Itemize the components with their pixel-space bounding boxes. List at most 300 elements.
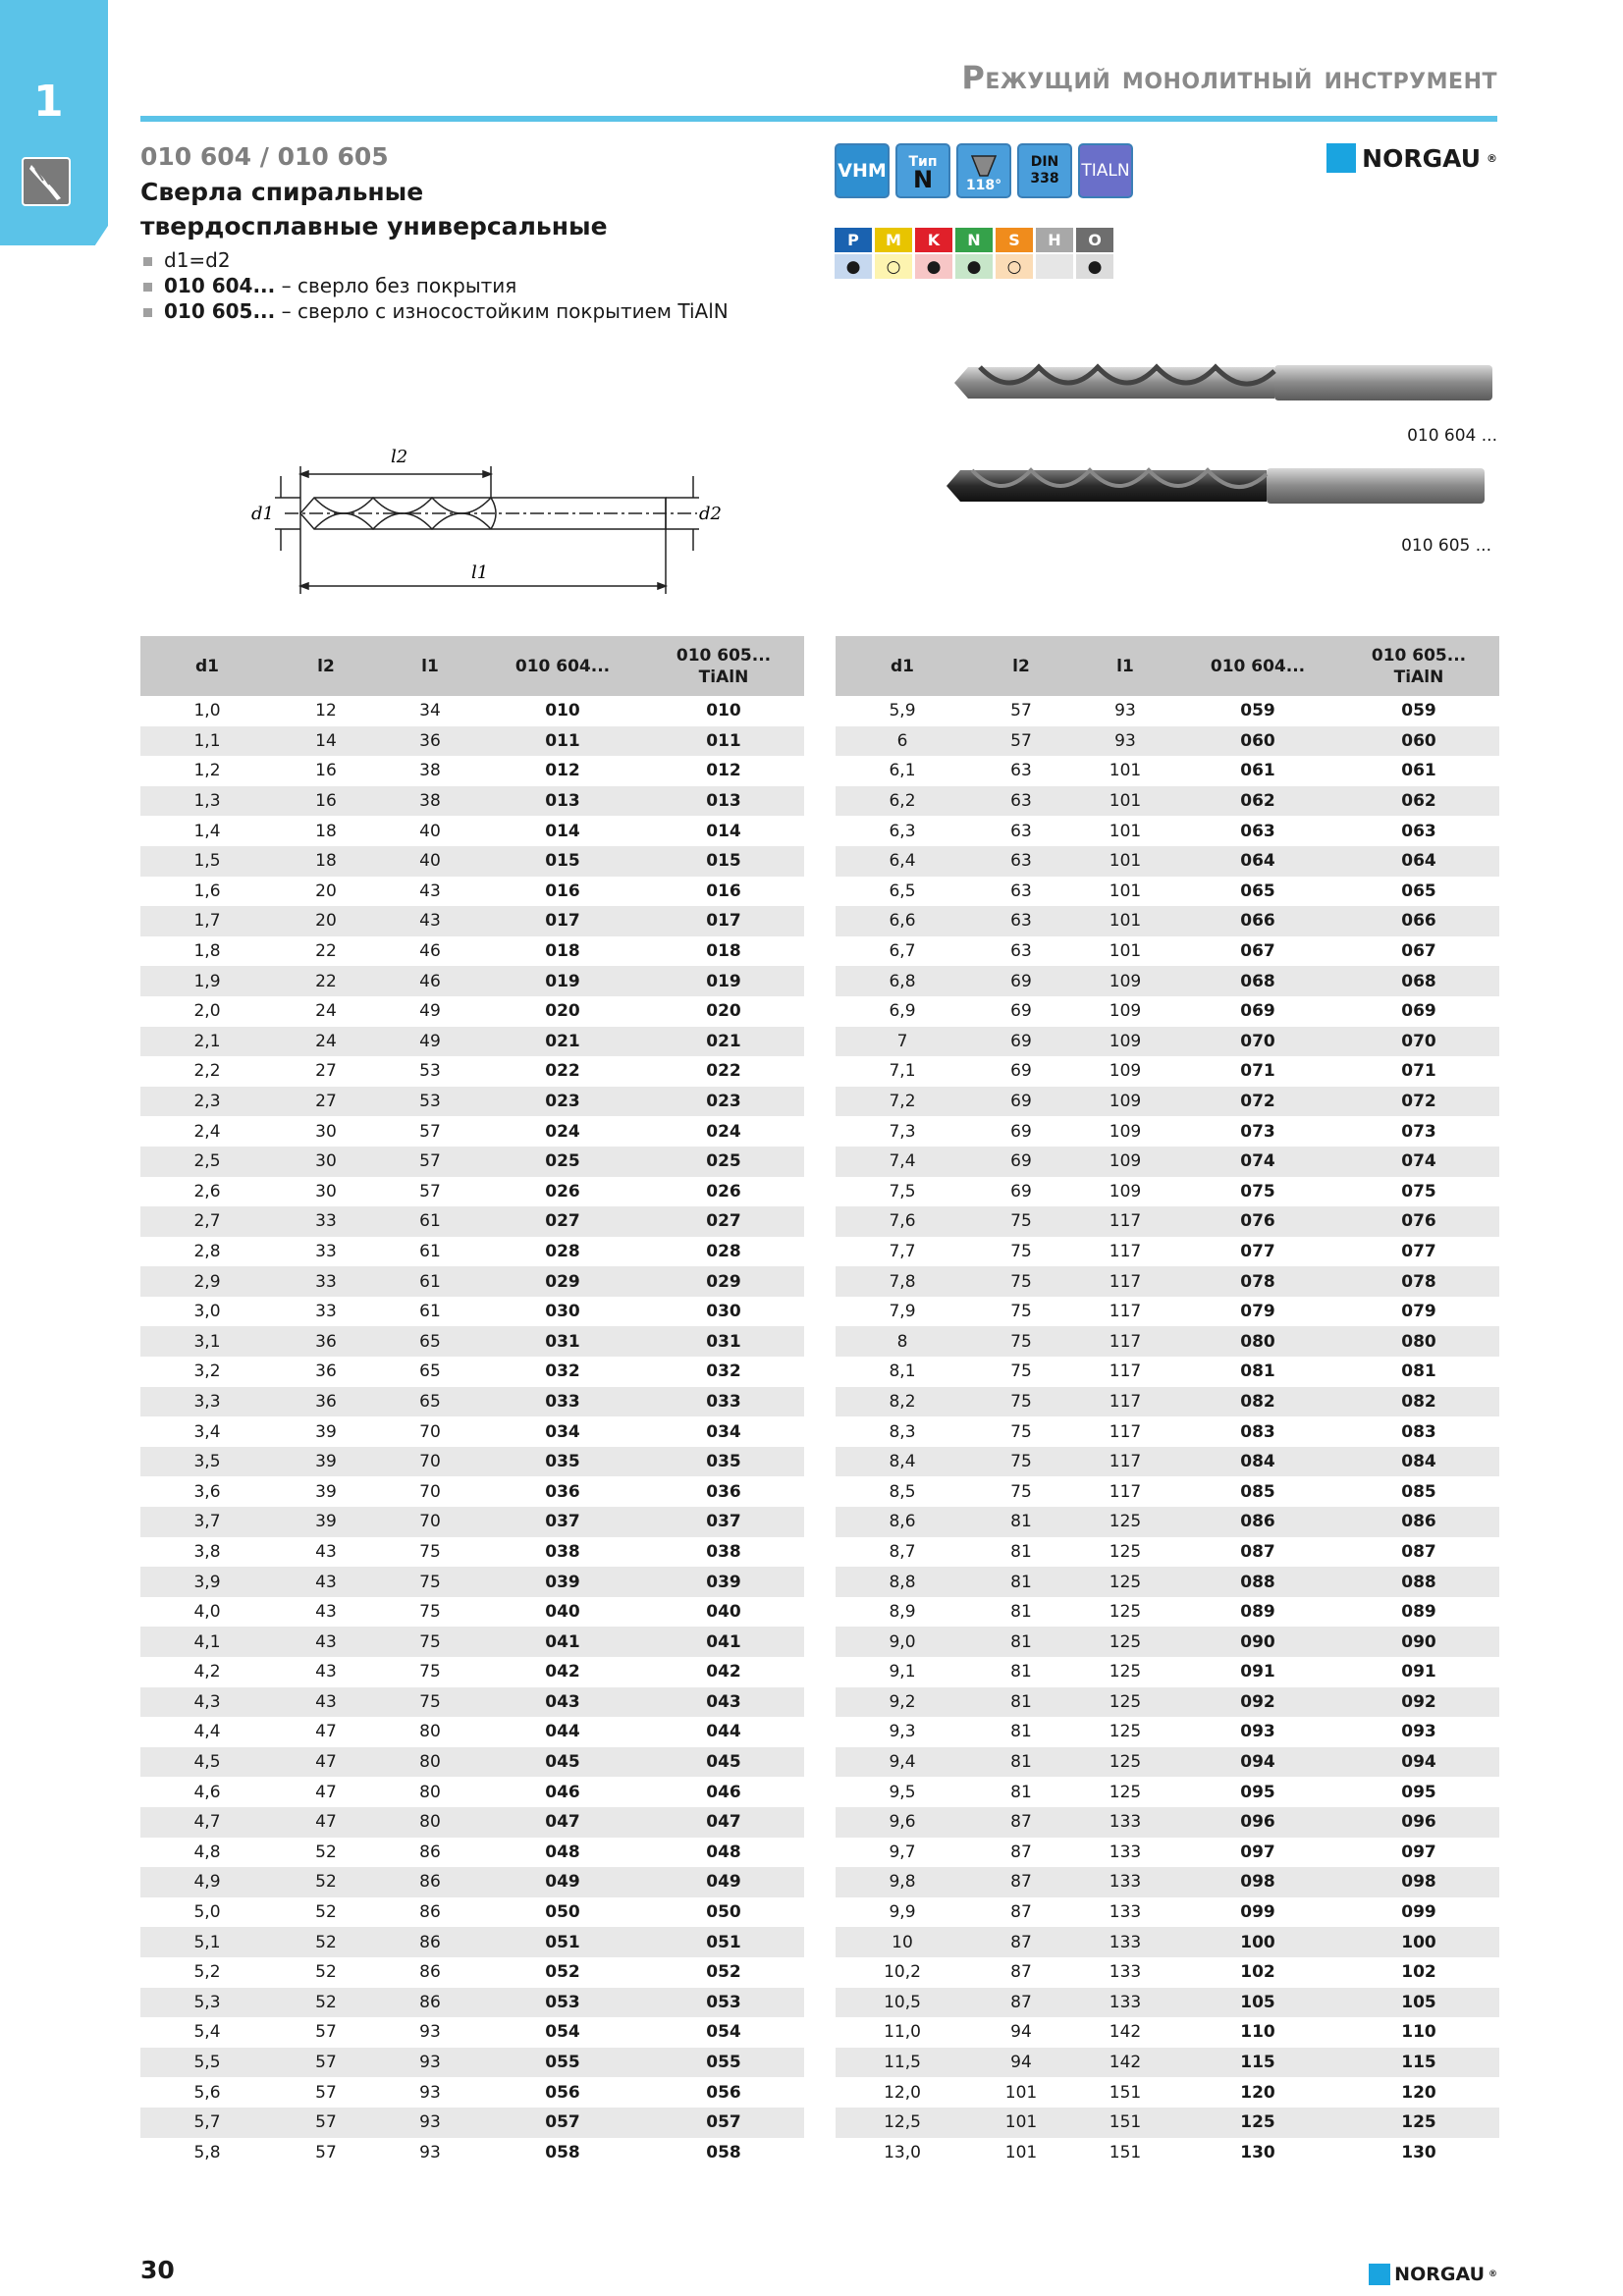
- cell-010605: 049: [643, 1867, 804, 1897]
- table-row: [836, 1087, 1499, 1117]
- table-row: [140, 1447, 804, 1477]
- cell-l1: 117: [1109, 1481, 1142, 1502]
- cell-d1: 12,5: [836, 2108, 969, 2138]
- svg-text:l1: l1: [471, 562, 489, 583]
- table-row: [836, 1297, 1499, 1327]
- cell-d1: 9,5: [889, 1782, 916, 1802]
- cell-l1: 117: [1073, 1206, 1177, 1237]
- cell-l2: 47: [315, 1722, 337, 1742]
- cell-l1: 43: [419, 881, 441, 901]
- table-row: [140, 1567, 804, 1597]
- cell-010604: 069: [1240, 1001, 1275, 1022]
- table-row: [140, 816, 804, 846]
- cell-l1: 133: [1073, 1867, 1177, 1897]
- cell-l2: 20: [274, 906, 378, 936]
- cell-010604: 096: [1177, 1807, 1338, 1838]
- table-row: [140, 1147, 804, 1177]
- table-row: [836, 2108, 1499, 2138]
- cell-l1: 53: [419, 1061, 441, 1082]
- drill-uncoated-image: [950, 359, 1496, 406]
- cell-l1: 109: [1109, 1181, 1142, 1201]
- table-row: [836, 726, 1499, 757]
- cell-010604: 098: [1177, 1867, 1338, 1897]
- cell-010605: 069: [1401, 1001, 1436, 1022]
- table-header-row: [140, 636, 804, 696]
- cell-d1: 8: [836, 1326, 969, 1357]
- cell-l1: 80: [378, 1747, 482, 1778]
- table-row: [836, 1027, 1499, 1057]
- cell-010605: 096: [1338, 1807, 1499, 1838]
- cell-010604: 024: [545, 1121, 580, 1142]
- cell-010605: 048: [706, 1842, 741, 1862]
- table-row: [140, 1507, 804, 1537]
- table-row: [836, 1627, 1499, 1657]
- cell-010604: 071: [1240, 1061, 1275, 1082]
- cell-010604: 074: [1177, 1147, 1338, 1177]
- image-caption: 010 605 ...: [1401, 536, 1491, 556]
- suitability-mark: ●: [955, 254, 993, 279]
- cell-d1: 13,0: [884, 2142, 921, 2163]
- table-row: [140, 1416, 804, 1447]
- cell-d1: 5,1: [140, 1927, 274, 1957]
- table-row: [140, 2138, 804, 2168]
- cell-010605: 045: [643, 1747, 804, 1778]
- cell-l2: 57: [315, 2022, 337, 2043]
- cell-l2: 57: [1010, 701, 1032, 721]
- cell-010605: 082: [1338, 1387, 1499, 1417]
- cell-d1: 8,2: [836, 1387, 969, 1417]
- cell-d1: 1,5: [140, 846, 274, 877]
- cell-010605: 023: [643, 1087, 804, 1117]
- cell-d1: 4,1: [140, 1627, 274, 1657]
- cell-l1: 86: [419, 1962, 441, 1983]
- cell-l1: 65: [378, 1326, 482, 1357]
- cell-l1: 86: [378, 1927, 482, 1957]
- cell-d1: 9,2: [836, 1687, 969, 1718]
- cell-d1: 10: [836, 1927, 969, 1957]
- cell-l2: 18: [274, 846, 378, 877]
- cell-l2: 33: [315, 1241, 337, 1261]
- cell-l1: 86: [419, 1842, 441, 1862]
- cell-010604: 095: [1240, 1782, 1275, 1802]
- cell-d1: 2,2: [193, 1061, 221, 1082]
- cell-010605: 062: [1338, 786, 1499, 817]
- cell-010604: 082: [1177, 1387, 1338, 1417]
- cell-l2: 16: [274, 786, 378, 817]
- table-row: [140, 2048, 804, 2078]
- cell-d1: 6,1: [889, 761, 916, 781]
- cell-010604: 068: [1177, 966, 1338, 996]
- cell-l1: 101: [1109, 761, 1142, 781]
- cell-l2: 43: [315, 1541, 337, 1562]
- cell-010604: 086: [1177, 1507, 1338, 1537]
- table-row: [836, 786, 1499, 817]
- cell-010604: 075: [1240, 1181, 1275, 1201]
- cell-010605: 022: [706, 1061, 741, 1082]
- brand-square-icon: [1369, 2264, 1390, 2285]
- cell-d1: 3,0: [193, 1302, 221, 1322]
- cell-010604: 081: [1240, 1362, 1275, 1382]
- suitability-mark: ●: [915, 254, 952, 279]
- cell-010604: 023: [482, 1087, 643, 1117]
- cell-010605: 016: [706, 881, 741, 901]
- cell-010604: 031: [482, 1326, 643, 1357]
- cell-010604: 037: [482, 1507, 643, 1537]
- cell-010604: 021: [482, 1027, 643, 1057]
- cell-d1: 10,5: [836, 1988, 969, 2018]
- cell-010604: 099: [1240, 1902, 1275, 1923]
- drill-schematic: [245, 437, 722, 604]
- cell-l1: 75: [419, 1662, 441, 1682]
- table-row: [140, 1988, 804, 2018]
- table-row: [836, 1387, 1499, 1417]
- cell-010604: 050: [545, 1902, 580, 1923]
- cell-l1: 80: [419, 1722, 441, 1742]
- cell-010604: 028: [545, 1241, 580, 1261]
- cell-010605: 015: [643, 846, 804, 877]
- cell-d1: 5,7: [140, 2108, 274, 2138]
- table-row: [140, 1747, 804, 1778]
- cell-d1: 3,2: [193, 1362, 221, 1382]
- cell-l1: 86: [378, 1867, 482, 1897]
- cell-d1: 3,4: [193, 1421, 221, 1442]
- cell-010604: 034: [545, 1421, 580, 1442]
- cell-l2: 57: [274, 2048, 378, 2078]
- cell-l1: 65: [419, 1362, 441, 1382]
- cell-010604: 032: [545, 1362, 580, 1382]
- cell-l2: 39: [274, 1447, 378, 1477]
- table-row: [836, 1537, 1499, 1568]
- cell-l1: 93: [1073, 726, 1177, 757]
- table-row: [140, 1657, 804, 1687]
- coating-badge: TIALN: [1078, 143, 1133, 198]
- cell-d1: 1,4: [193, 821, 221, 841]
- cell-d1: 7,6: [836, 1206, 969, 1237]
- cell-d1: 8,1: [889, 1362, 916, 1382]
- table-row: [140, 2017, 804, 2048]
- cell-l1: 61: [378, 1206, 482, 1237]
- material-letter: K: [915, 228, 952, 252]
- cell-l1: 125: [1073, 1687, 1177, 1718]
- cell-l1: 117: [1073, 1326, 1177, 1357]
- cell-l1: 75: [419, 1602, 441, 1623]
- table-row: [140, 1867, 804, 1897]
- cell-010605: 043: [643, 1687, 804, 1718]
- cell-l1: 109: [1109, 1121, 1142, 1142]
- cell-l2: 18: [315, 821, 337, 841]
- cell-l1: 117: [1109, 1421, 1142, 1442]
- material-group-h: [1036, 228, 1073, 279]
- cell-l1: 109: [1073, 966, 1177, 996]
- cell-d1: 7,8: [836, 1266, 969, 1297]
- cell-l1: 36: [378, 726, 482, 757]
- point-angle-badge: 118°: [956, 143, 1011, 198]
- table-row: [140, 1087, 804, 1117]
- cell-l1: 57: [419, 1121, 441, 1142]
- cell-d1: 3,3: [140, 1387, 274, 1417]
- cell-d1: 1,1: [140, 726, 274, 757]
- cell-l1: 93: [1114, 701, 1136, 721]
- cell-010604: 039: [482, 1567, 643, 1597]
- cell-l2: 69: [969, 1147, 1073, 1177]
- table-row: [836, 1687, 1499, 1718]
- cell-010605: 037: [643, 1507, 804, 1537]
- cell-010605: 120: [1401, 2082, 1436, 2103]
- table-row: [836, 756, 1499, 786]
- cell-d1: 6,5: [889, 881, 916, 901]
- table-row: [140, 877, 804, 907]
- cell-010605: 084: [1338, 1447, 1499, 1477]
- cell-l2: 75: [969, 1387, 1073, 1417]
- cell-010605: 027: [643, 1206, 804, 1237]
- cell-d1: 7,1: [889, 1061, 916, 1082]
- cell-010605: 074: [1338, 1147, 1499, 1177]
- cell-l2: 36: [274, 1387, 378, 1417]
- cell-d1: 4,3: [140, 1687, 274, 1718]
- cell-l2: 94: [1010, 2022, 1032, 2043]
- cell-010604: 073: [1240, 1121, 1275, 1142]
- cell-010604: 076: [1177, 1206, 1338, 1237]
- cell-l1: 125: [1109, 1541, 1142, 1562]
- cell-l2: 75: [969, 1447, 1073, 1477]
- cell-l1: 142: [1073, 2048, 1177, 2078]
- cell-010605: 067: [1401, 941, 1436, 962]
- cell-l1: 125: [1073, 1567, 1177, 1597]
- cell-010604: 042: [545, 1662, 580, 1682]
- cell-l1: 133: [1109, 1902, 1142, 1923]
- table-row: [836, 1447, 1499, 1477]
- cell-l2: 87: [1010, 1962, 1032, 1983]
- table-row: [836, 1807, 1499, 1838]
- cell-d1: 9,9: [889, 1902, 916, 1923]
- cell-l1: 133: [1073, 1807, 1177, 1838]
- cell-010604: 102: [1240, 1962, 1275, 1983]
- cell-010605: 077: [1401, 1241, 1436, 1261]
- feature-item: 010 604... – сверло без покрытия: [140, 273, 729, 298]
- material-group-n: [955, 228, 993, 279]
- col-d1: d1: [140, 636, 274, 696]
- din-badge: DIN 338: [1017, 143, 1072, 198]
- cell-010604: 091: [1240, 1662, 1275, 1682]
- cell-010604: 079: [1240, 1302, 1275, 1322]
- cell-010605: 075: [1401, 1181, 1436, 1201]
- cell-d1: 1,7: [140, 906, 274, 936]
- cell-l2: 87: [969, 1867, 1073, 1897]
- table-row: [140, 1807, 804, 1838]
- cell-l2: 69: [1010, 1181, 1032, 1201]
- col-l1: l1: [1073, 636, 1177, 696]
- cell-010605: 130: [1401, 2142, 1436, 2163]
- table-row: [140, 1927, 804, 1957]
- cell-l2: 69: [969, 1087, 1073, 1117]
- cell-l2: 75: [1010, 1241, 1032, 1261]
- cell-010604: 070: [1177, 1027, 1338, 1057]
- cell-010604: 057: [482, 2108, 643, 2138]
- cell-010605: 047: [643, 1807, 804, 1838]
- table-row: [140, 1627, 804, 1657]
- cell-010605: 066: [1338, 906, 1499, 936]
- cell-010604: 064: [1177, 846, 1338, 877]
- cell-l1: 109: [1073, 1147, 1177, 1177]
- cell-l2: 47: [274, 1747, 378, 1778]
- cell-l2: 75: [1010, 1302, 1032, 1322]
- cell-010605: 093: [1401, 1722, 1436, 1742]
- table-row: [140, 1537, 804, 1568]
- cell-l1: 117: [1073, 1266, 1177, 1297]
- cell-l2: 22: [274, 966, 378, 996]
- table-row: [140, 726, 804, 757]
- cell-d1: 6,9: [889, 1001, 916, 1022]
- cell-d1: 5,5: [140, 2048, 274, 2078]
- cell-d1: 9,8: [836, 1867, 969, 1897]
- chapter-number: 1: [33, 77, 64, 127]
- cell-l2: 30: [315, 1121, 337, 1142]
- cell-l1: 70: [378, 1447, 482, 1477]
- cell-010604: 049: [482, 1867, 643, 1897]
- table-row: [140, 2108, 804, 2138]
- cell-d1: 9,3: [889, 1722, 916, 1742]
- cell-010604: 087: [1240, 1541, 1275, 1562]
- cell-l2: 43: [315, 1662, 337, 1682]
- table-row: [836, 1927, 1499, 1957]
- cell-l2: 63: [1010, 761, 1032, 781]
- cell-l1: 101: [1109, 881, 1142, 901]
- cell-010604: 078: [1177, 1266, 1338, 1297]
- cell-010604: 038: [545, 1541, 580, 1562]
- cell-l1: 117: [1109, 1362, 1142, 1382]
- cell-d1: 3,7: [140, 1507, 274, 1537]
- cell-l2: 39: [315, 1481, 337, 1502]
- cell-d1: 9,1: [889, 1662, 916, 1682]
- table-row: [140, 1297, 804, 1327]
- table-row: [836, 1597, 1499, 1628]
- cell-010605: 033: [643, 1387, 804, 1417]
- cell-l2: 24: [274, 1027, 378, 1057]
- cell-l1: 49: [419, 1001, 441, 1022]
- cell-010605: 110: [1401, 2022, 1436, 2043]
- cell-010605: 032: [706, 1362, 741, 1382]
- cell-010605: 030: [706, 1302, 741, 1322]
- cell-010605: 091: [1401, 1662, 1436, 1682]
- cell-010605: 087: [1401, 1541, 1436, 1562]
- cell-010605: 012: [706, 761, 741, 781]
- cell-010605: 024: [706, 1121, 741, 1142]
- cell-010604: 053: [482, 1988, 643, 2018]
- cell-010605: 054: [706, 2022, 741, 2043]
- table-row: [836, 1056, 1499, 1087]
- cell-010605: 051: [643, 1927, 804, 1957]
- header-divider: [140, 116, 1497, 122]
- suitability-mark: ○: [875, 254, 912, 279]
- cell-d1: 5,3: [140, 1988, 274, 2018]
- cell-d1: 5,9: [889, 701, 916, 721]
- cell-d1: 3,9: [140, 1567, 274, 1597]
- table-row: [140, 996, 804, 1027]
- cell-l2: 81: [1010, 1541, 1032, 1562]
- cell-l2: 63: [1010, 881, 1032, 901]
- table-row: [836, 696, 1499, 726]
- cell-010604: 090: [1177, 1627, 1338, 1657]
- cell-l2: 69: [969, 1027, 1073, 1057]
- table-row: [140, 1717, 804, 1747]
- cell-010605: 125: [1338, 2108, 1499, 2138]
- cell-010604: 060: [1177, 726, 1338, 757]
- cell-l1: 125: [1109, 1602, 1142, 1623]
- cell-010604: 047: [482, 1807, 643, 1838]
- cell-d1: 8,7: [889, 1541, 916, 1562]
- cell-010605: 020: [706, 1001, 741, 1022]
- cell-010604: 083: [1240, 1421, 1275, 1442]
- cell-l1: 40: [419, 821, 441, 841]
- cell-010604: 022: [545, 1061, 580, 1082]
- vhm-badge: VHM: [835, 143, 890, 198]
- brand-square-icon: [1326, 143, 1356, 173]
- cell-d1: 2,8: [193, 1241, 221, 1261]
- table-row: [836, 1206, 1499, 1237]
- cell-l1: 151: [1109, 2082, 1142, 2103]
- cell-l2: 20: [315, 881, 337, 901]
- cell-d1: 7,5: [889, 1181, 916, 1201]
- table-row: [140, 1838, 804, 1868]
- cell-010605: 056: [706, 2082, 741, 2103]
- cell-010604: 120: [1240, 2082, 1275, 2103]
- cell-l2: 57: [969, 726, 1073, 757]
- table-row: [140, 1357, 804, 1387]
- table-row: [836, 1266, 1499, 1297]
- cell-d1: 7,9: [889, 1302, 916, 1322]
- cell-l1: 93: [419, 2142, 441, 2163]
- cell-l2: 75: [1010, 1362, 1032, 1382]
- cell-d1: 2,5: [140, 1147, 274, 1177]
- cell-010605: 061: [1401, 761, 1436, 781]
- material-group-s: [996, 228, 1033, 279]
- cell-010604: 029: [482, 1266, 643, 1297]
- col-l1: l1: [378, 636, 482, 696]
- cell-l1: 61: [419, 1241, 441, 1261]
- table-row: [836, 1988, 1499, 2018]
- cell-d1: 8,6: [836, 1507, 969, 1537]
- cell-010605: 083: [1401, 1421, 1436, 1442]
- cell-l2: 52: [274, 1867, 378, 1897]
- table-row: [836, 2077, 1499, 2108]
- cell-010604: 048: [545, 1842, 580, 1862]
- cell-l1: 125: [1073, 1627, 1177, 1657]
- table-row: [836, 1777, 1499, 1807]
- table-row: [140, 1687, 804, 1718]
- cell-010605: 068: [1338, 966, 1499, 996]
- cell-l2: 52: [315, 1902, 337, 1923]
- cell-010604: 093: [1240, 1722, 1275, 1742]
- cell-010605: 079: [1401, 1302, 1436, 1322]
- cell-d1: 10,2: [884, 1962, 921, 1983]
- cell-d1: 7,7: [889, 1241, 916, 1261]
- cell-010604: 061: [1240, 761, 1275, 781]
- cell-010604: 097: [1240, 1842, 1275, 1862]
- cell-d1: 1,8: [193, 941, 221, 962]
- cell-l2: 69: [1010, 1061, 1032, 1082]
- cell-l2: 43: [274, 1567, 378, 1597]
- table-row: [140, 1177, 804, 1207]
- cell-010604: 016: [545, 881, 580, 901]
- cell-010604: 014: [545, 821, 580, 841]
- table-row: [836, 996, 1499, 1027]
- material-letter: P: [835, 228, 872, 252]
- cell-l1: 46: [378, 966, 482, 996]
- cell-d1: 2,6: [193, 1181, 221, 1201]
- cell-010604: 077: [1240, 1241, 1275, 1261]
- cell-d1: 4,6: [193, 1782, 221, 1802]
- spec-badges: [835, 143, 1133, 198]
